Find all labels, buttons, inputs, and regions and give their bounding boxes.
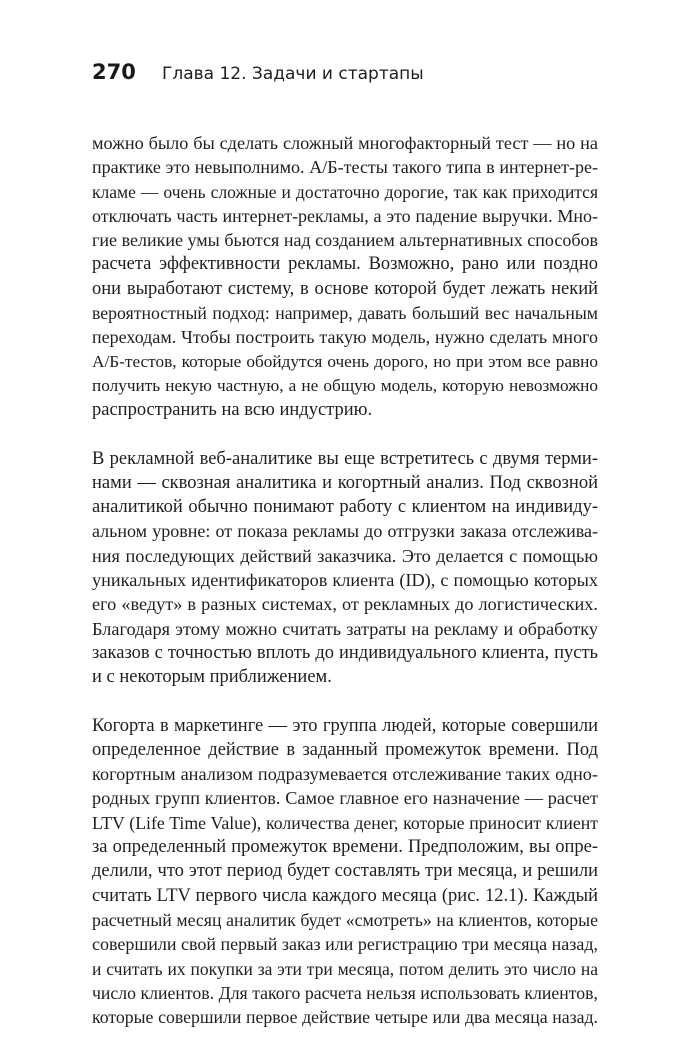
body-text xyxy=(92,131,598,1053)
text-line: и считать их покупки за эти три месяца, потом делить это число на xyxy=(92,958,598,979)
text-line: вероятностный подход: например, давать больший вес начальным xyxy=(92,303,598,324)
text-line: кламе — очень сложные и достаточно дорогие, так как приходится xyxy=(92,181,598,202)
text-line: совершили свой первый заказ или регистрацию три месяца назад, xyxy=(92,934,598,955)
text-line: расчета эффективности рекламы. Возможно, рано или поздно xyxy=(92,254,598,275)
text-line: аналитикой обычно понимают работу с клиентом на индивиду- xyxy=(92,497,598,518)
text-line: Когорта в маркетинге — это группа людей, которые совершили xyxy=(92,715,598,736)
text-line: отключать часть интернет-рекламы, а это падение выручки. Мно- xyxy=(92,205,598,226)
text-line: альном уровне: от показа рекламы до отгрузки заказа отслежива- xyxy=(92,521,598,542)
text-line: нами — сквозная аналитика и когортный анализ. Под сквозной xyxy=(92,472,598,493)
text-line: которые совершили первое действие четыре или два месяца назад. xyxy=(92,1007,598,1028)
text-line: делили, что этот период будет составлять три месяца, и решили xyxy=(92,861,598,882)
text-line: переходам. Чтобы построить такую модель, нужно сделать много xyxy=(92,327,598,348)
text-line: расчетный месяц аналитик будет «смотреть» на клиентов, которые xyxy=(92,909,598,930)
text-line: уникальных идентификаторов клиента (ID), с помощью которых xyxy=(92,570,598,591)
text-line: LTV (Life Time Value), количества денег, которые приносит клиент xyxy=(92,812,598,833)
chapter-title: Глава 12. Задачи и стартапы xyxy=(162,64,424,84)
text-line: считать LTV первого числа каждого месяца (рис. 12.1). Каждый xyxy=(92,885,598,906)
text-line: Благодаря этому можно считать затраты на рекламу и обработку xyxy=(92,618,598,639)
paragraph xyxy=(92,714,598,1030)
text-line: распространить на всю индустрию. xyxy=(92,400,373,421)
text-line: можно было бы сделать сложный многофакторный тест — но на xyxy=(92,133,598,153)
text-line: заказов с точностью вплоть до индивидуального клиента, пусть xyxy=(92,642,598,663)
text-line: число клиентов. Для такого расчета нельзя использовать клиентов, xyxy=(92,982,598,1003)
page-number: 270 xyxy=(92,60,136,84)
text-line: А/Б-тестов, которые обойдутся очень дорого, но при этом все равно xyxy=(92,351,598,371)
page-header xyxy=(92,60,592,90)
text-line: определенное действие в заданный промежуток времени. Под xyxy=(92,739,598,760)
text-line: гие великие умы бьются над созданием альтернативных способов xyxy=(92,230,598,251)
text-line: и с некоторым приближением. xyxy=(92,667,332,688)
text-line: они выработают систему, в основе которой будет лежать некий xyxy=(92,278,598,299)
text-line: В рекламной веб-аналитике вы еще встретитесь с двумя терми- xyxy=(92,448,598,469)
text-line: родных групп клиентов. Самое главное его назначение — расчет xyxy=(92,788,598,809)
text-line: его «ведут» в разных системах, от рекламных до логистических. xyxy=(92,594,598,615)
paragraph xyxy=(92,447,598,690)
text-line: ния последующих действий заказчика. Это делается с помощью xyxy=(92,545,598,566)
text-line: практике это невыполнимо. А/Б-тесты такого типа в интернет-ре- xyxy=(92,157,598,178)
text-line: за определенный промежуток времени. Предположим, вы опре- xyxy=(92,837,598,858)
text-line: когортным анализом подразумевается отслеживание таких одно- xyxy=(92,764,598,785)
text-line: получить некую частную, а не общую модель, которую невозможно xyxy=(92,375,598,395)
paragraph xyxy=(92,131,598,423)
